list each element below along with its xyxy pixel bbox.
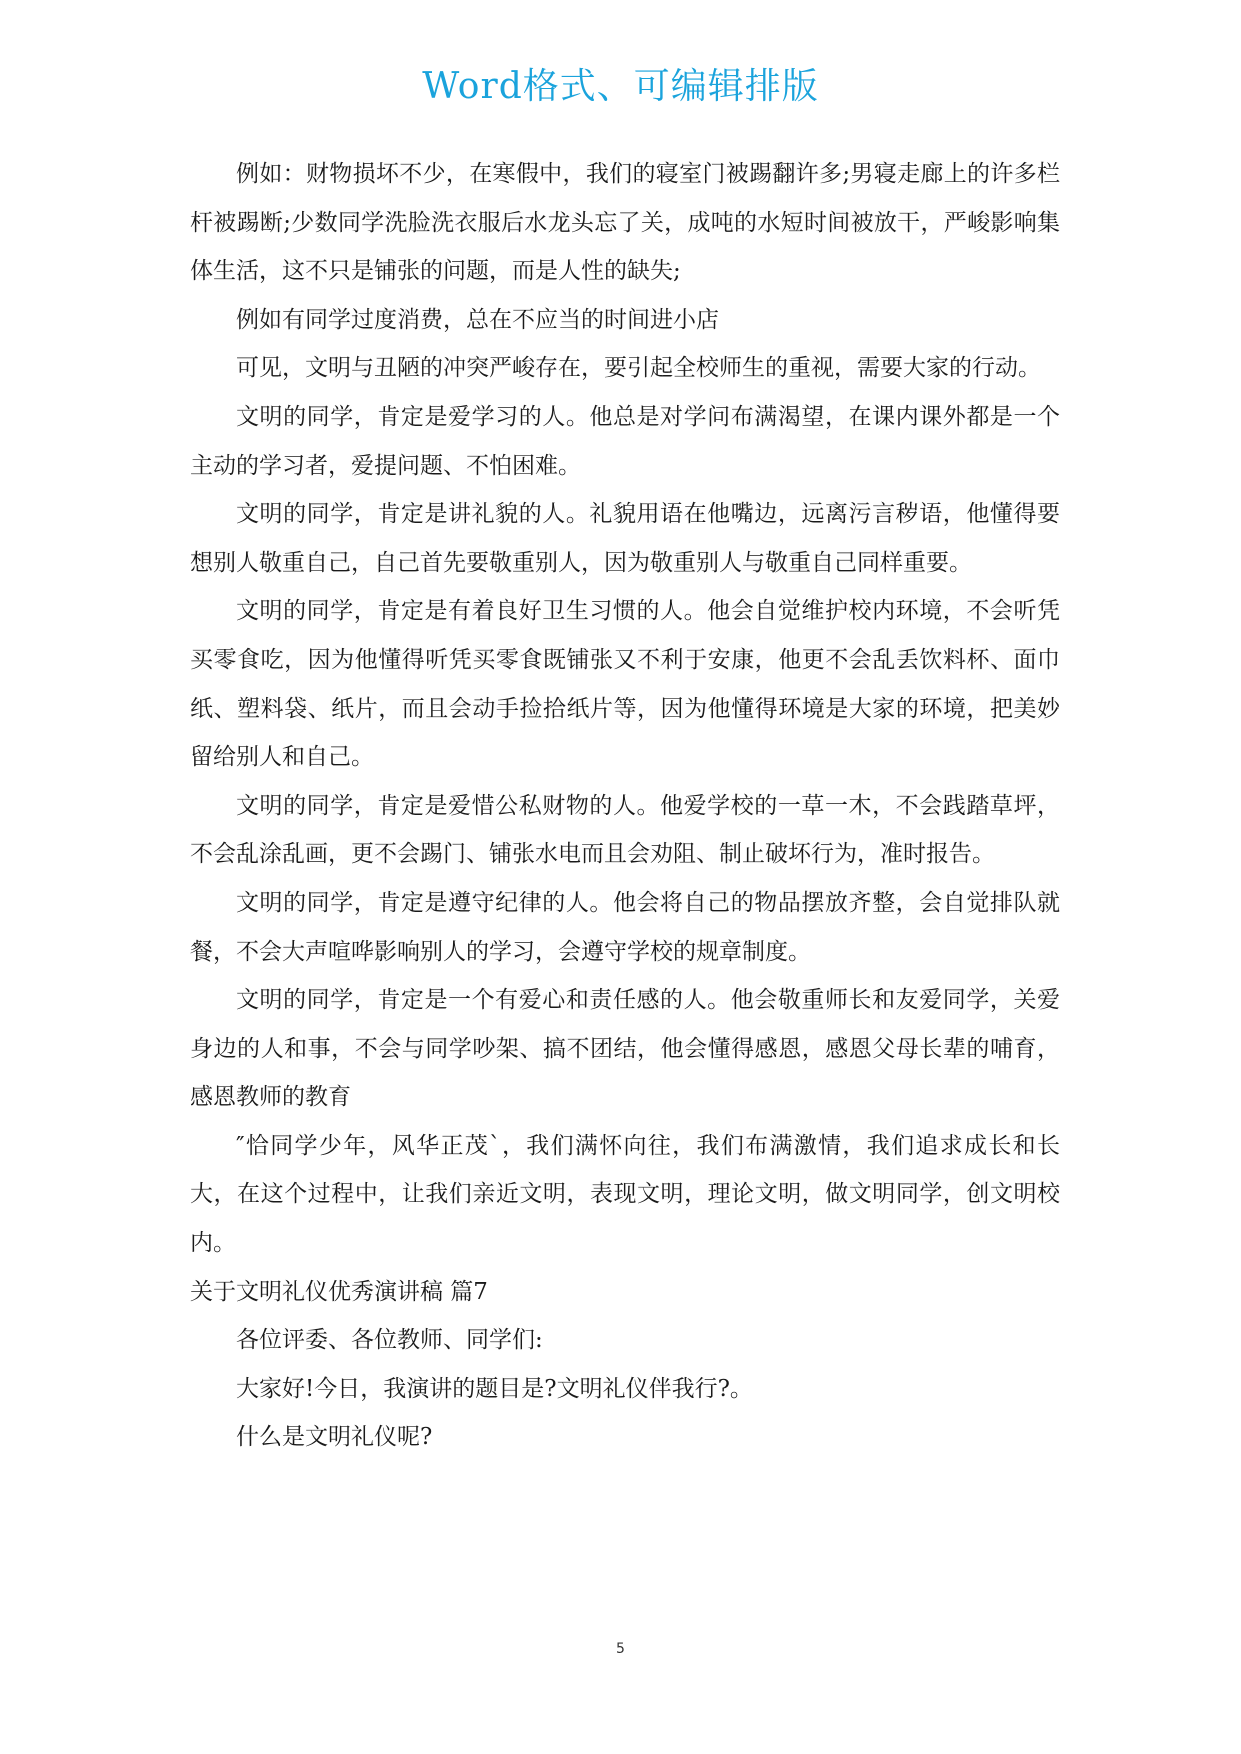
paragraph: 各位评委、各位教师、同学们: xyxy=(236,1327,543,1354)
paragraph: 文明的同学，肯定是遵守纪律的人。他会将自己的物品摆放齐整，会自觉排队就餐，不会大声喧哗影响别人的学习，会遵守学校的规章制度。 xyxy=(190,889,1060,965)
paragraph: 文明的同学，肯定是爱学习的人。他总是对学问布满渴望，在课内课外都是一个主动的学习者，爱提问题、不怕困难。 xyxy=(190,403,1060,479)
paragraph: 什么是文明礼仪呢? xyxy=(236,1424,433,1451)
paragraph: 大家好!今日，我演讲的题目是?文明礼仪伴我行?。 xyxy=(236,1375,753,1402)
section-heading: 关于文明礼仪优秀演讲稿 篇7 xyxy=(190,1278,488,1305)
paragraph: 文明的同学，肯定是有着良好卫生习惯的人。他会自觉维护校内环境，不会听凭买零食吃，因为他懂得听凭买零食既铺张又不利于安康，他更不会乱丢饮料杯、面巾纸、塑料袋、纸片，而且会动手捡拾纸片等，因为他懂得环境是大家的环境，把美妙留给别人和自己。 xyxy=(190,598,1060,771)
paragraph: 文明的同学，肯定是讲礼貌的人。礼貌用语在他嘴边，远离污言秽语，他懂得要想别人敬重自己，自己首先要敬重别人，因为敬重别人与敬重自己同样重要。 xyxy=(190,501,1060,576)
paragraph: ″恰同学少年，风华正茂`，我们满怀向往，我们布满激情，我们追求成长和长大，在这个过程中，让我们亲近文明，表现文明，理论文明，做文明同学，创文明校内。 xyxy=(190,1132,1060,1257)
page-number: 5 xyxy=(616,1641,625,1657)
paragraph: 文明的同学，肯定是一个有爱心和责任感的人。他会敬重师长和友爱同学，关爱身边的人和事，不会与同学吵架、搞不团结，他会懂得感恩，感恩父母长辈的哺育，感恩教师的教育 xyxy=(190,987,1060,1111)
document-body xyxy=(190,150,1060,1462)
page-header-title: Word格式、可编辑排版 xyxy=(422,66,819,107)
paragraph: 文明的同学，肯定是爱惜公私财物的人。他爱学校的一草一木，不会践踏草坪，不会乱涂乱画，更不会踢门、铺张水电而且会劝阻、制止破坏行为，准时报告。 xyxy=(190,792,1060,868)
paragraph: 例如：财物损坏不少，在寒假中，我们的寝室门被踢翻许多;男寝走廊上的许多栏杆被踢断;少数同学洗脸洗衣服后水龙头忘了关，成吨的水短时间被放干，严峻影响集体生活，这不只是铺张的问题，而是人性的缺失; xyxy=(190,161,1060,285)
paragraph: 可见，文明与丑陋的冲突严峻存在，要引起全校师生的重视，需要大家的行动。 xyxy=(236,355,1041,382)
paragraph: 例如有同学过度消费，总在不应当的时间进小店 xyxy=(236,306,719,333)
